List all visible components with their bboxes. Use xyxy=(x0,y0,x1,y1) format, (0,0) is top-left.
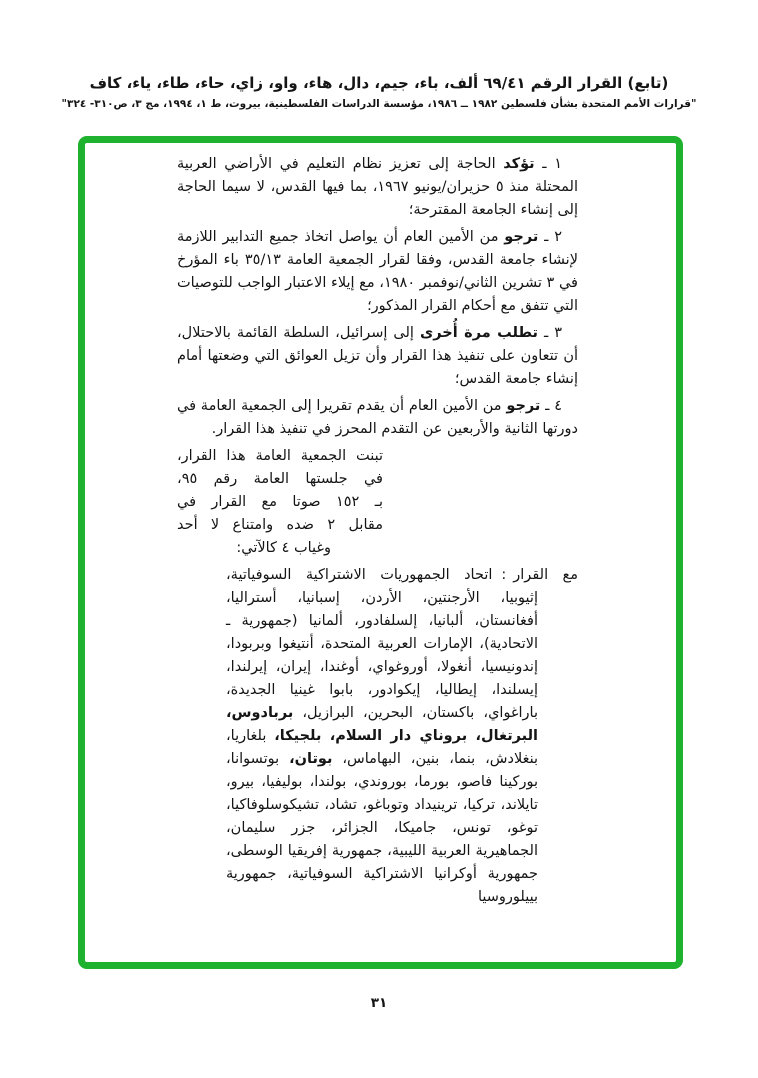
bold-text-segment: بربادوس، البرتغال، بروناي دار السلام، بلجيكا، xyxy=(226,705,539,744)
bold-text-segment: تطلب مرة أُخرى xyxy=(419,325,538,341)
text-segment: من الأمين العام أن يواصل اتخاذ جميع التدابير اللازمة لإنشاء جامعة القدس، وفقا لقرار الجمعية العامة ٣٥/١٣ باء المؤرخ في ٣ تشرين الثاني/نوفمبر ١٩٨٠، مع إيلاء الاعتبار الواجب للتوصيات التي تتفق مع أحكام القرار المذكور؛ xyxy=(177,229,578,314)
voting-note-line: بـ ١٥٢ صوتا مع القرار في xyxy=(177,494,383,510)
resolution-paragraphs xyxy=(177,153,578,441)
resolution-paragraph xyxy=(177,153,578,222)
text-segment: بوتسوانا، بوركينا فاصو، بورما، بوروندي، بولندا، بوليفيا، بيرو، تايلاند، تركيا، ترينيداد وتوباغو، تشاد، تشيكوسلوفاكيا، توغو، تونس، جاميكا، الجزائر، جزر سليمان، الجماهيرية العربية الليبية، جمهورية إفريقيا الوسطى، جمهورية أوكرانيا الاشتراكية السوفياتية، جمهورية بييلوروسيا xyxy=(226,751,538,905)
header-source-citation: "قرارات الأمم المتحدة بشأن فلسطين ١٩٨٢ ــ ١٩٨٦، مؤسسة الدراسات الفلسطينية، بيروت، ط ١، ١٩٩٤، مج ٣، ص٣١٠- ٣٢٤" xyxy=(61,98,697,110)
text-segment: إلى إسرائيل، السلطة القائمة بالاحتلال، أن تتعاون على تنفيذ هذا القرار وأن تزيل العوائق التي وضعتها أمام إنشاء جامعة القدس؛ xyxy=(177,325,578,387)
resolution-paragraph xyxy=(177,395,578,441)
text-segment: من الأمين العام أن يقدم تقريرا إلى الجمعية العامة في دورتها الثانية والأربعين عن التقدم المحرز في تنفيذ هذا القرار. xyxy=(177,398,578,437)
page-footer xyxy=(0,995,758,1011)
resolution-paragraph xyxy=(177,226,578,318)
text-segment: ٢ ـ xyxy=(538,229,562,245)
text-segment: بلغاريا، بنغلادش، بنما، بنين، البهاماس، xyxy=(226,728,539,767)
vote-with-separator: : xyxy=(501,567,507,583)
text-segment: ١ ـ xyxy=(534,156,562,172)
voting-note-line: مقابل ٢ ضده وامتناع لا أحد xyxy=(177,517,383,533)
text-segment: الحاجة إلى تعزيز نظام التعليم في الأراضي العربية المحتلة منذ ٥ حزيران/يونيو ١٩٦٧، بما فيها القدس، لا سيما الحاجة إلى إنشاء الجامعة المقترحة؛ xyxy=(177,156,578,218)
resolution-paragraph xyxy=(177,322,578,391)
resolution-frame xyxy=(78,136,683,969)
vote-with-countries xyxy=(226,567,538,905)
text-segment: ٣ ـ xyxy=(537,325,563,341)
bold-text-segment: تؤكد xyxy=(503,156,535,172)
header-resolution-title: (تابع) القرار الرقم ٦٩/٤١ ألف، باء، جيم، دال، هاء، واو، زاي، حاء، طاء، ياء، كاف xyxy=(89,74,669,92)
voting-note-line: تبنت الجمعية العامة هذا القرار، xyxy=(177,448,383,464)
voting-note-line: في جلستها العامة رقم ٩٥، xyxy=(177,471,383,487)
resolution-content xyxy=(85,143,676,909)
bold-text-segment: ترجو xyxy=(506,398,541,414)
text-segment: اتحاد الجمهوريات الاشتراكية السوفياتية، إثيوبيا، الأرجنتين، الأردن، إسبانيا، أستراليا، أفغانستان، ألبانيا، إلسلفادور، ألمانيا (جمهورية ـ الاتحادية)، الإمارات العربية المتحدة، أنتيغوا وبربودا، إندونيسيا، أنغولا، أوروغواي، أوغندا، إيران، إيرلندا، إيسلندا، إيطاليا، إيكوادور، بابوا غينيا الجديدة، باراغواي، باكستان، البحرين، البرازيل، xyxy=(226,567,538,721)
vote-with-label: مع القرار xyxy=(513,567,578,583)
voting-note-line: وغياب ٤ كالآتي: xyxy=(236,540,331,556)
vote-with-row xyxy=(226,564,578,909)
bold-text-segment: بوتان، xyxy=(289,751,333,767)
page-number: ٣١ xyxy=(370,995,388,1011)
bold-text-segment: ترجو xyxy=(504,229,539,245)
page-header xyxy=(0,0,758,110)
text-segment: ٤ ـ xyxy=(540,398,562,414)
voting-note-block xyxy=(177,445,383,560)
